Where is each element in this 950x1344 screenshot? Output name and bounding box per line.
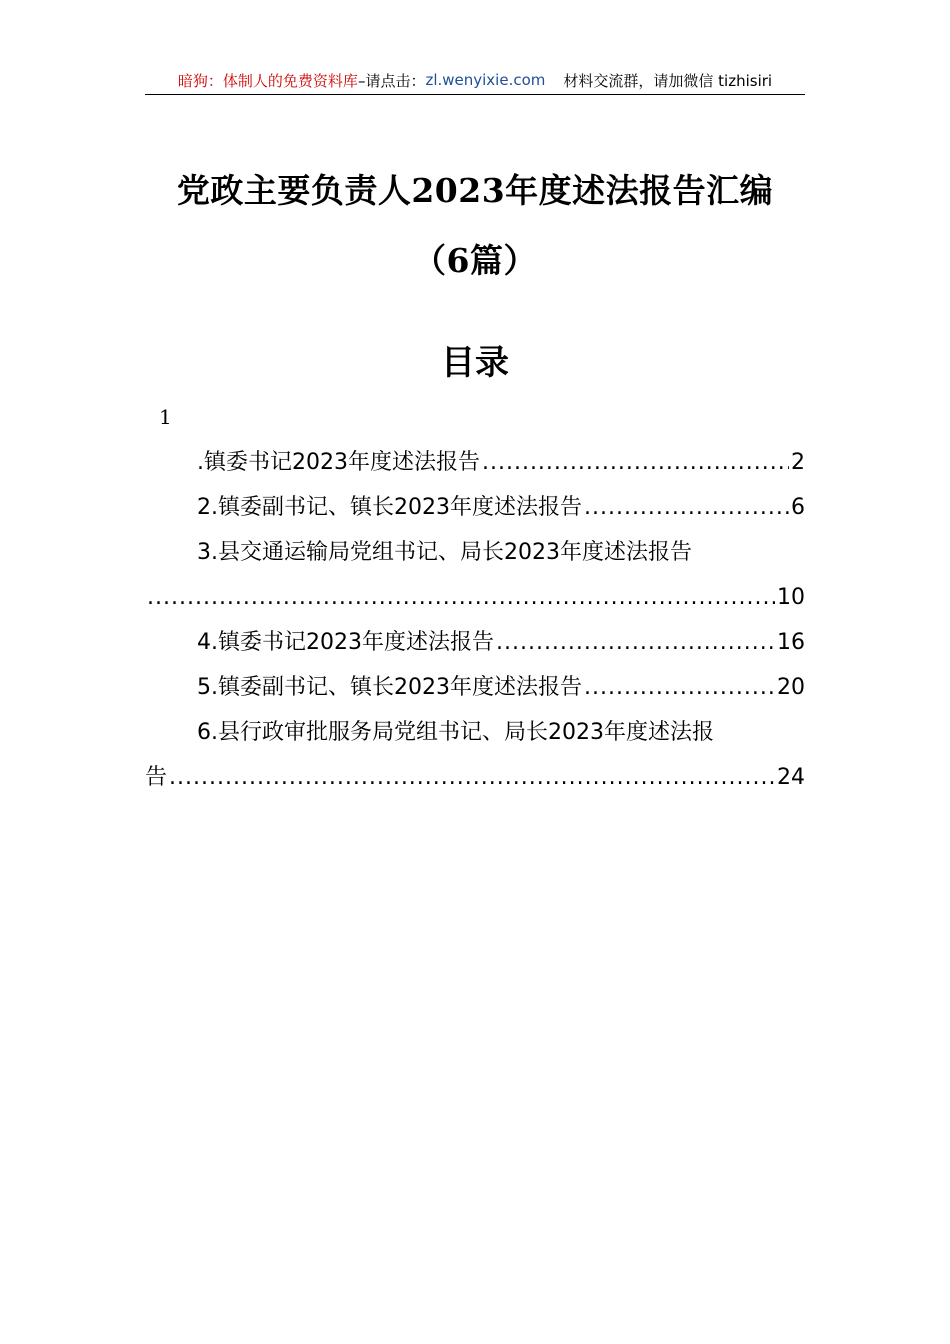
toc-entry-4[interactable] (145, 620, 805, 665)
header-brand: 暗狗：体制人的免费资料库 (177, 71, 358, 90)
toc-page-number: 2 (791, 450, 805, 475)
toc-leader-dots (482, 440, 789, 485)
table-of-contents (145, 440, 805, 800)
toc-page-number: 10 (777, 585, 805, 610)
header-contact: 材料交流群，请加微信 tizhisiri (563, 71, 773, 90)
header-prompt: –请点击： (357, 71, 426, 90)
toc-entry-text: 3.县交通运输局党组书记、局长2023年度述法报告 (197, 540, 692, 565)
toc-leader-dots (496, 620, 775, 665)
toc-leader-dots (584, 665, 775, 710)
toc-heading: 目录 (441, 343, 509, 383)
toc-leader-dots (584, 485, 789, 530)
toc-page-number: 24 (777, 765, 805, 790)
toc-leader-dots (169, 755, 775, 800)
toc-entry-6-continuation[interactable] (145, 755, 805, 800)
toc-entry-1[interactable] (145, 440, 805, 485)
toc-page-number: 6 (791, 495, 805, 520)
toc-leader-dots (147, 575, 775, 620)
toc-page-number: 16 (777, 630, 805, 655)
page-header (145, 68, 805, 95)
toc-entry-text: 5.镇委副书记、镇长2023年度述法报告 (197, 675, 582, 700)
toc-entry-5[interactable] (145, 665, 805, 710)
document-subtitle: （6篇） (413, 241, 537, 280)
document-title: 党政主要负责人2023年度述法报告汇编 (176, 171, 774, 210)
toc-entry-text: 2.镇委副书记、镇长2023年度述法报告 (197, 495, 582, 520)
toc-entry-3[interactable] (145, 530, 805, 575)
header-url-link[interactable]: zl.wenyixie.com (425, 71, 546, 89)
toc-orphan-number: 1 (159, 405, 172, 429)
toc-entry-text: .镇委书记2023年度述法报告 (197, 450, 480, 475)
toc-entry-2[interactable] (145, 485, 805, 530)
toc-page-number: 20 (777, 675, 805, 700)
toc-entry-3-continuation[interactable] (145, 575, 805, 620)
toc-entry-text: 4.镇委书记2023年度述法报告 (197, 630, 494, 655)
toc-entry-continuation: 告 (145, 765, 168, 790)
toc-entry-text: 6.县行政审批服务局党组书记、局长2023年度述法报 (197, 720, 714, 745)
toc-entry-6[interactable] (145, 710, 805, 755)
